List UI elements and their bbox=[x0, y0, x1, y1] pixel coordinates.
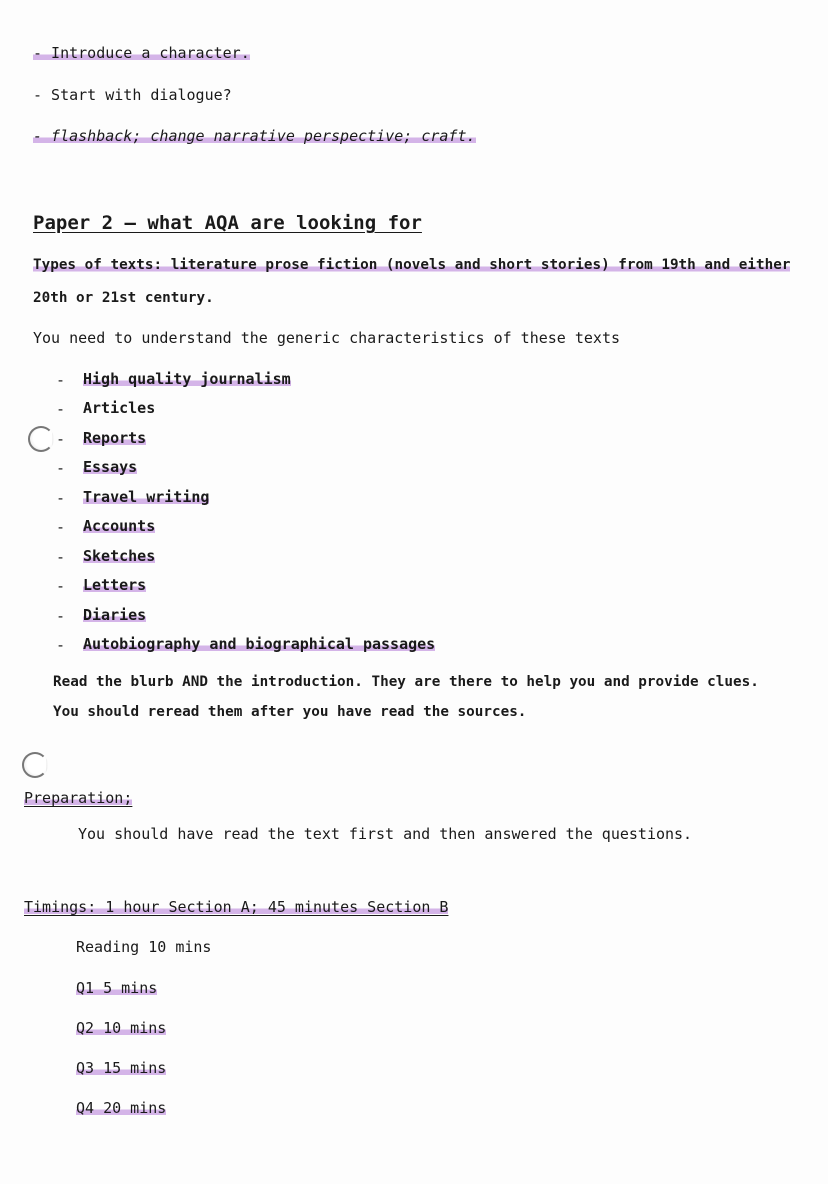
bullet-dash: - bbox=[56, 371, 66, 389]
list-item: Sketches bbox=[83, 547, 156, 565]
timing-item: Q2 10 mins bbox=[76, 1019, 167, 1037]
punch-hole-decoration bbox=[28, 426, 54, 452]
list-item: Diaries bbox=[83, 606, 147, 624]
types-line-2: 20th or 21st century. bbox=[33, 290, 214, 306]
intro-item-2: - Start with dialogue? bbox=[33, 86, 232, 104]
intro-item-3: - flashback; change narrative perspective; craft. bbox=[33, 127, 476, 145]
types-line-1: Types of texts: literature prose fiction (novels and short stories) from 19th and either bbox=[33, 257, 791, 273]
list-item: Articles bbox=[83, 399, 156, 417]
bullet-dash: - bbox=[56, 489, 66, 507]
bullet-dash: - bbox=[56, 400, 66, 418]
bullet-dash: - bbox=[56, 577, 66, 595]
timings-heading: Timings: 1 hour Section A; 45 minutes Section B bbox=[24, 898, 449, 916]
list-item: Reports bbox=[83, 429, 147, 447]
timing-item: Reading 10 mins bbox=[76, 938, 212, 956]
generic-characteristics: You need to understand the generic characteristics of these texts bbox=[33, 329, 620, 347]
list-item: Letters bbox=[83, 576, 147, 594]
bullet-dash: - bbox=[56, 430, 66, 448]
bullet-dash: - bbox=[56, 636, 66, 654]
bullet-dash: - bbox=[56, 459, 66, 477]
timing-item: Q3 15 mins bbox=[76, 1059, 167, 1077]
list-item: Essays bbox=[83, 458, 138, 476]
blurb-line-2: You should reread them after you have read the sources. bbox=[53, 704, 527, 720]
list-item: Travel writing bbox=[83, 488, 210, 506]
punch-hole-decoration bbox=[22, 752, 48, 778]
preparation-text: You should have read the text first and then answered the questions. bbox=[78, 825, 693, 843]
timing-item: Q4 20 mins bbox=[76, 1099, 167, 1117]
timing-item: Q1 5 mins bbox=[76, 979, 158, 997]
preparation-heading: Preparation; bbox=[24, 789, 133, 807]
bullet-dash: - bbox=[56, 518, 66, 536]
list-item: Autobiography and biographical passages bbox=[83, 635, 436, 653]
list-item: High quality journalism bbox=[83, 370, 291, 388]
page-title: Paper 2 – what AQA are looking for bbox=[33, 212, 422, 234]
list-item: Accounts bbox=[83, 517, 156, 535]
blurb-line-1: Read the blurb AND the introduction. They are there to help you and provide clues. bbox=[53, 674, 759, 690]
bullet-dash: - bbox=[56, 548, 66, 566]
bullet-dash: - bbox=[56, 607, 66, 625]
intro-item-1: - Introduce a character. bbox=[33, 44, 250, 62]
